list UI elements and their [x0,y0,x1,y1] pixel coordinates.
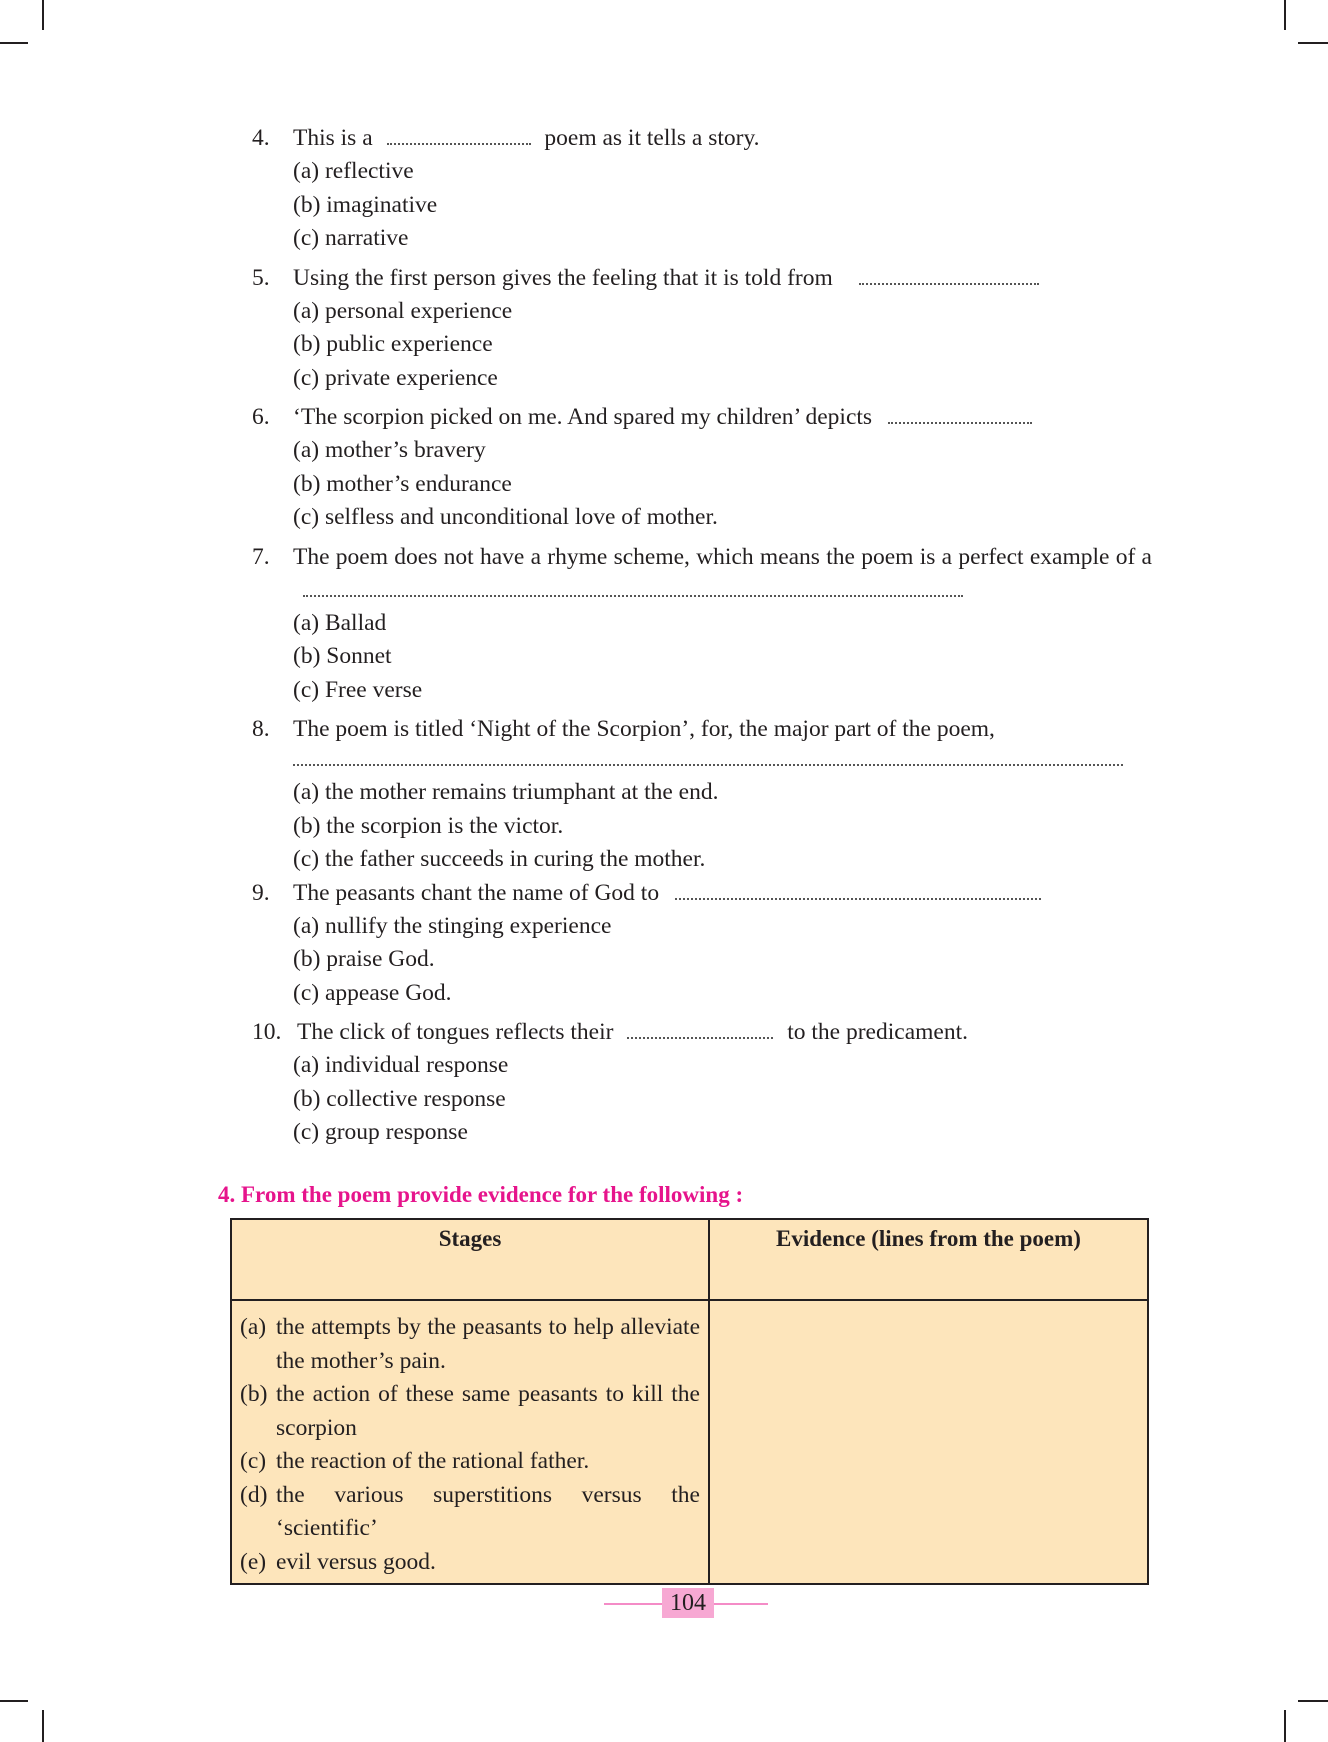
question-5 [252,262,1152,396]
stages-column-header: Stages [231,1219,709,1300]
option-a: (a) nullify the stinging experience [293,912,612,939]
stage-text: the reaction of the rational father. [276,1448,590,1474]
question-stem [252,122,1152,155]
evidence-column-header: Evidence (lines from the poem) [709,1219,1148,1300]
option-a: (a) individual response [293,1052,509,1078]
stage-item [240,1445,700,1479]
crop-mark [0,42,28,44]
option-c: (c) the father succeeds in curing the mother. [293,846,706,872]
question-10 [252,1016,1152,1150]
stage-label: (b) [240,1381,268,1407]
stage-label: (e) [240,1548,267,1575]
question-stem [252,877,1152,910]
stage-text: evil versus good. [276,1548,436,1575]
blank-line [859,269,1039,285]
blank-line [387,129,531,145]
question-stem [252,401,1152,434]
question-stem [252,541,1152,607]
question-4 [252,122,1152,256]
question-text: The peasants chant the name of God to [293,879,660,906]
stage-item [240,1311,700,1378]
question-7 [252,541,1152,708]
stage-item [240,1479,700,1546]
stage-text: the various superstitions versus the ‘scientific’ [276,1481,700,1541]
question-number: 5. [252,264,270,291]
crop-mark [42,1710,44,1742]
option-a: (a) personal experience [293,297,513,324]
question-text-end: to the predicament. [787,1019,968,1045]
crop-mark [42,0,44,30]
evidence-cell[interactable] [709,1300,1148,1584]
crop-mark [1284,1710,1286,1742]
section-heading: 4. From the poem provide evidence for the following : [218,1182,744,1207]
crop-mark [1298,42,1328,44]
option-a: (a) reflective [293,158,414,184]
page-number: 104 [662,1588,714,1618]
crop-mark [1284,0,1286,30]
page-footer [604,1586,768,1620]
question-text: Using the first person gives the feeling that it is told from [293,264,833,291]
option-b: (b) the scorpion is the victor. [293,812,564,839]
question-text: ‘The scorpion picked on me. And spared my children’ depicts [293,404,873,430]
stage-text: the attempts by the peasants to help alleviate the mother’s pain. [276,1314,700,1374]
evidence-table [230,1218,1149,1585]
stage-label: (d) [240,1481,268,1508]
question-list [252,122,1152,1156]
question-stem [252,262,1152,295]
question-number: 9. [252,879,270,906]
question-stem [252,713,1152,746]
question-number: 4. [252,125,270,151]
question-text-end: poem as it tells a story. [544,125,760,151]
stages-cell [231,1300,709,1584]
option-b: (b) mother’s endurance [293,470,512,497]
question-8 [252,713,1152,877]
stage-text: the action of these same peasants to kill the scorpion [276,1381,700,1441]
blank-line [293,746,1123,766]
blank-line [627,1023,773,1039]
question-text: The poem does not have a rhyme scheme, which means the poem is a perfect example of a [293,543,1152,570]
stage-item [240,1378,700,1445]
option-c: (c) group response [293,1119,468,1145]
option-a: (a) mother’s bravery [293,437,486,463]
question-number: 6. [252,404,270,430]
question-6 [252,401,1152,535]
blank-line [303,581,963,597]
question-text: This is a [293,125,373,151]
option-c: (c) narrative [293,225,409,251]
crop-mark [1298,1700,1328,1702]
question-number: 8. [252,716,270,742]
option-a: (a) the mother remains triumphant at the end. [293,779,719,805]
option-c: (c) private experience [293,364,498,391]
question-9 [252,877,1152,1011]
option-c: (c) appease God. [293,979,452,1006]
crop-mark [0,1700,28,1702]
blank-line [675,884,1041,900]
table-header-row [231,1219,1148,1300]
stage-label: (c) [240,1448,267,1474]
table-row [231,1300,1148,1584]
option-b: (b) imaginative [293,191,438,218]
question-text: The click of tongues reflects their [297,1019,614,1045]
blank-line [888,408,1032,424]
option-b: (b) Sonnet [293,643,392,669]
question-number: 7. [252,543,270,570]
option-b: (b) collective response [293,1085,506,1112]
option-c: (c) Free verse [293,676,423,703]
option-b: (b) public experience [293,331,493,357]
stage-item [240,1546,700,1580]
stage-label: (a) [240,1314,267,1340]
question-stem [252,1016,1152,1049]
option-a: (a) Ballad [293,609,387,636]
question-number: 10. [252,1019,282,1045]
question-text: The poem is titled ‘Night of the Scorpion’, for, the major part of the poem, [293,716,995,742]
option-c: (c) selfless and unconditional love of mother. [293,504,718,530]
option-b: (b) praise God. [293,946,435,972]
